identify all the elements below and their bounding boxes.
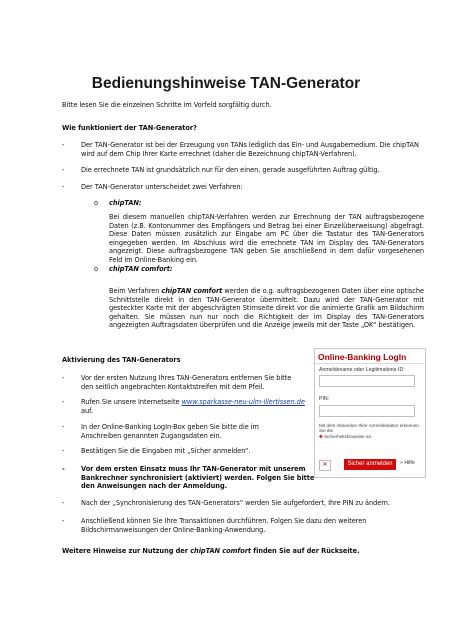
login-button-row [319,459,423,471]
bullet-dash: - [62,398,65,406]
login-user-input[interactable] [319,375,415,387]
section2-heading: Aktivierung des TAN-Generators [62,356,181,364]
bullet-dash: - [62,166,65,174]
s1-item-3: Der TAN-Generator unterscheidet zwei Verfahren: [81,183,243,191]
s1-item-1: Der TAN-Generator ist bei der Erzeugung von TANs lediglich das Ein- und Ausgabemedium. Die chipTAN wird auf dem Chip Ihrer Karte errechnet (daher die Bezeichnung chipTAN-Verfahren). [81,141,419,158]
bullet-dash: - [62,141,65,149]
s2-item-4: Bestätigen Sie die Eingaben mit „Sicher anmelden“. [81,447,251,455]
login-note: Mit dem Absenden Ihrer Anmeldedaten erkennen Sie die [319,422,419,434]
login-pin-label: PIN: [319,396,330,403]
sub-chiptan-name: chipTAN: [109,199,142,207]
s2-item-3: In der Online-Banking LogIn-Box geben Sie bitte die im Anschreiben genannten Zugangsdaten ein. [81,423,259,440]
section1-heading: Wie funktioniert der TAN-Generator? [62,124,197,132]
sparkasse-link[interactable]: www.sparkasse-neu-ulm-illertissen.de [181,398,305,406]
bullet-dash: - [62,447,65,455]
s2-item-7: Anschließend können Sie Ihre Transaktionen durchführen. Folgen Sie dazu den weiteren Bildschirmanweisungen der Online-Banking-Anwendung. [81,517,367,534]
login-box [314,348,426,478]
s2-item-6: Nach der „Synchronisierung des TAN-Generators“ werden Sie aufgefordert, Ihre PIN zu ändern. [81,499,390,507]
s1-item-2: Die errechnete TAN ist grundsätzlich nur für den einen, gerade ausgeführten Auftrag gültig. [81,166,380,174]
login-pin-input[interactable] [319,405,415,417]
secure-login-button[interactable]: Sicher anmelden [344,459,396,470]
sub-comfort-text: Beim Verfahren chipTAN comfort werden die o.g. auftragsbezogenen Daten über eine optische Schnittstelle direkt in den TAN-Generator übermittelt. Dazu wird der TAN-Generator mit gesteckter Karte mit der abgeschrägten Stirnseite direkt vor die animierte Grafik am Bildschirm gehalten. Sie müssen nun nur noch die Richtigkeit der im Display des TAN-Generators angezeigten Auftragsdaten überprüfen und die Anzeige jeweils mit der Taste „OK“ bestätigen. [109,287,424,330]
sub-chiptan-text: Bei diesem manuellen chipTAN-Verfahren werden zur Errechnung der TAN auftragsbezogene Daten (z.B. Kontonummer des Empfängers und Betrag bei einer Einzelüberweisung) abgefragt. Diese Daten müssen zusätzlich zur Eingabe am PC über die Tastatur des TAN-Generators eingegeben werden. Im Abschluss wird die errechnete TAN im Display des TAN-Generators angezeigt. Diese auftragsbezogene TAN geben Sie anschließend in dem dafür vorgesehenen Feld im Online-Banking ein. [109,213,424,264]
s2-item-5: Vor dem ersten Einsatz muss Ihr TAN-Generator mit unserem Bankrechner synchronisiert (aktiviert) werden. Folgen Sie bitte den Anweisungen nach der Anmeldung. [81,465,315,491]
s2-item-1: Vor der ersten Nutzung Ihres TAN-Generators entfernen Sie bitte den seitlich angebrachten Kontaktstreifen mit dem Pfeil. [81,374,292,391]
bullet-dash: - [62,517,65,525]
intro-text: Bitte lesen Sie die einzelnen Schritte im Vorfeld sorgfältig durch. [62,101,272,109]
bullet-dash: - [62,499,65,507]
sub-comfort-name: chipTAN comfort: [109,265,173,273]
close-icon[interactable]: ✕ [319,460,331,471]
s2-item-2: Rufen Sie unsere Internetseite www.sparkasse-neu-ulm-illertissen.de auf. [81,398,305,415]
page-title: Bedienungshinweise TAN-Generator [91,75,361,92]
bullet-dash: - [62,465,65,473]
login-security-hint[interactable]: ✚ Sicherheitshinweise an. [319,434,373,439]
bullet-dash: - [62,374,65,382]
login-user-label: Anmeldename oder Legitimations-ID: [319,367,405,373]
plus-icon: ✚ [319,434,323,439]
bullet-dash: - [62,423,65,431]
bullet-dash: - [62,183,65,191]
footer-note: Weitere Hinweise zur Nutzung der chipTAN comfort finden Sie auf der Rückseite. [62,547,360,555]
bullet-circle: o [94,265,99,273]
login-box-header: Online-Banking LogIn [315,349,425,364]
bullet-circle: o [94,199,99,207]
help-link[interactable]: » Hilfe [400,460,415,466]
